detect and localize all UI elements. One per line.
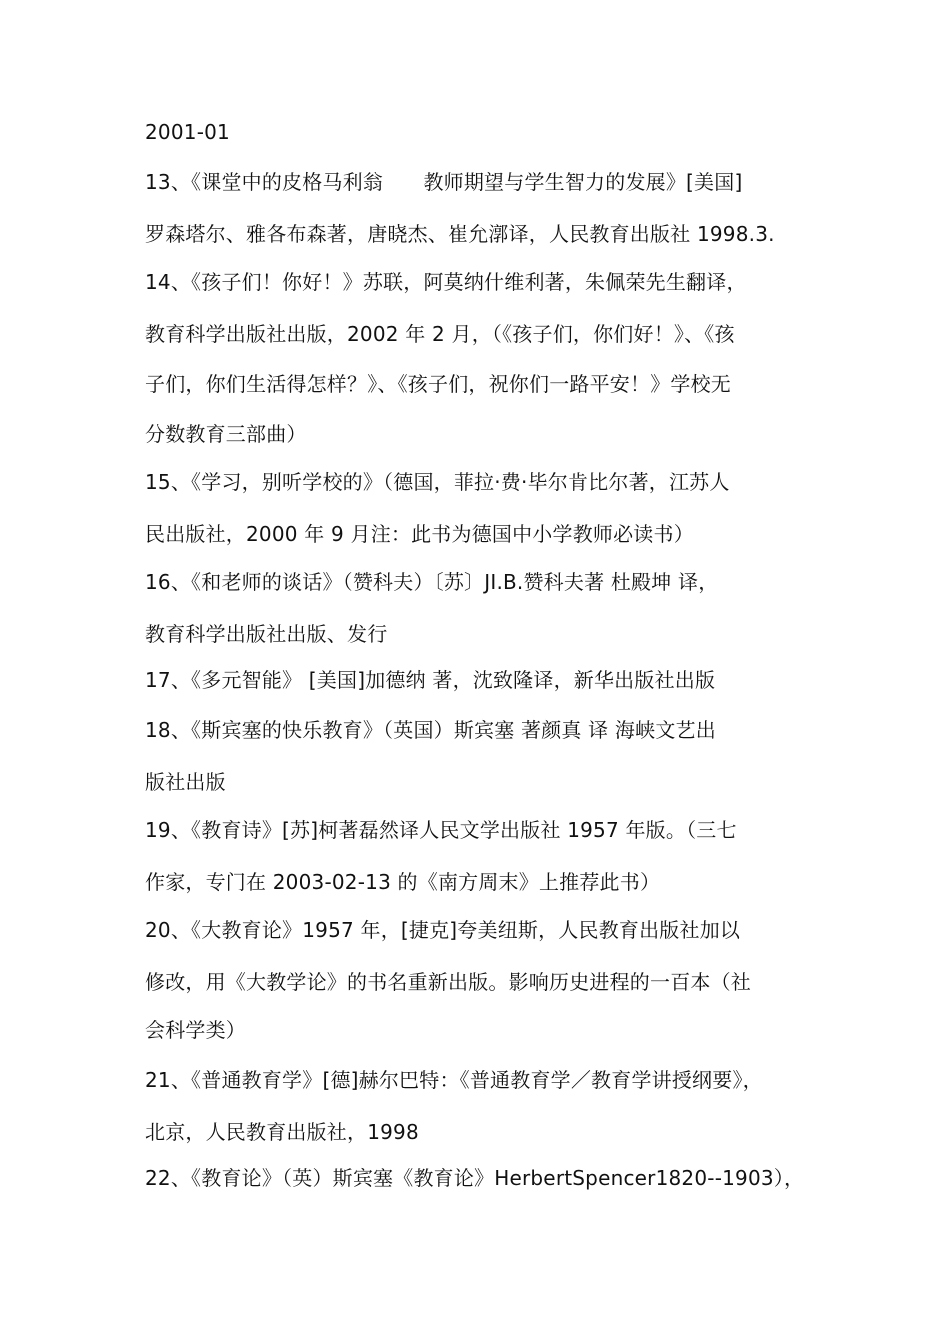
text-line: 会科学类） bbox=[145, 1018, 246, 1042]
text-line: 13、《课堂中的皮格马利翁 教师期望与学生智力的发展》[美国] bbox=[145, 170, 743, 194]
text-line: 作家，专门在 2003-02-13 的《南方周末》上推荐此书） bbox=[145, 870, 661, 894]
text-line: 罗森塔尔、雅各布森著，唐晓杰、崔允漷译，人民教育出版社 1998.3. bbox=[145, 222, 775, 246]
text-line: 22、《教育论》（英）斯宾塞《教育论》HerbertSpencer1820--1903）， bbox=[145, 1166, 805, 1190]
text-line: 17、《多元智能》 [美国]加德纳 著，沈致隆译，新华出版社出版 bbox=[145, 668, 716, 692]
text-line: 版社出版 bbox=[145, 770, 226, 794]
text-line: 16、《和老师的谈话》（赞科夫）〔苏〕JI.B.赞科夫著 杜殿坤 译， bbox=[145, 570, 719, 594]
text-line: 教育科学出版社出版、发行 bbox=[145, 622, 388, 646]
text-line: 14、《孩子们！你好！》苏联，阿莫纳什维利著，朱佩荣先生翻译， bbox=[145, 270, 747, 294]
text-line: 2001-01 bbox=[145, 120, 230, 144]
text-line: 民出版社，2000 年 9 月注：此书为德国中小学教师必读书） bbox=[145, 522, 694, 546]
text-line: 20、《大教育论》1957 年，[捷克]夸美纽斯，人民教育出版社加以 bbox=[145, 918, 741, 942]
text-line: 北京，人民教育出版社，1998 bbox=[145, 1120, 419, 1144]
text-line: 子们，你们生活得怎样？》、《孩子们，祝你们一路平安！》学校无 bbox=[145, 372, 731, 396]
text-line: 修改，用《大教学论》的书名重新出版。影响历史进程的一百本（社 bbox=[145, 970, 751, 994]
text-line: 18、《斯宾塞的快乐教育》（英国）斯宾塞 著颜真 译 海峡文艺出 bbox=[145, 718, 716, 742]
text-line: 15、《学习，别听学校的》（德国，菲拉·费·毕尔肯比尔著，江苏人 bbox=[145, 470, 730, 494]
text-line: 分数教育三部曲） bbox=[145, 422, 307, 446]
text-line: 21、《普通教育学》[德]赫尔巴特：《普通教育学／教育学讲授纲要》， bbox=[145, 1068, 763, 1092]
text-line: 19、《教育诗》[苏]柯著磊然译人民文学出版社 1957 年版。（三七 bbox=[145, 818, 737, 842]
text-line: 教育科学出版社出版，2002 年 2 月，（《孩子们，你们好！》、《孩 bbox=[145, 322, 735, 346]
